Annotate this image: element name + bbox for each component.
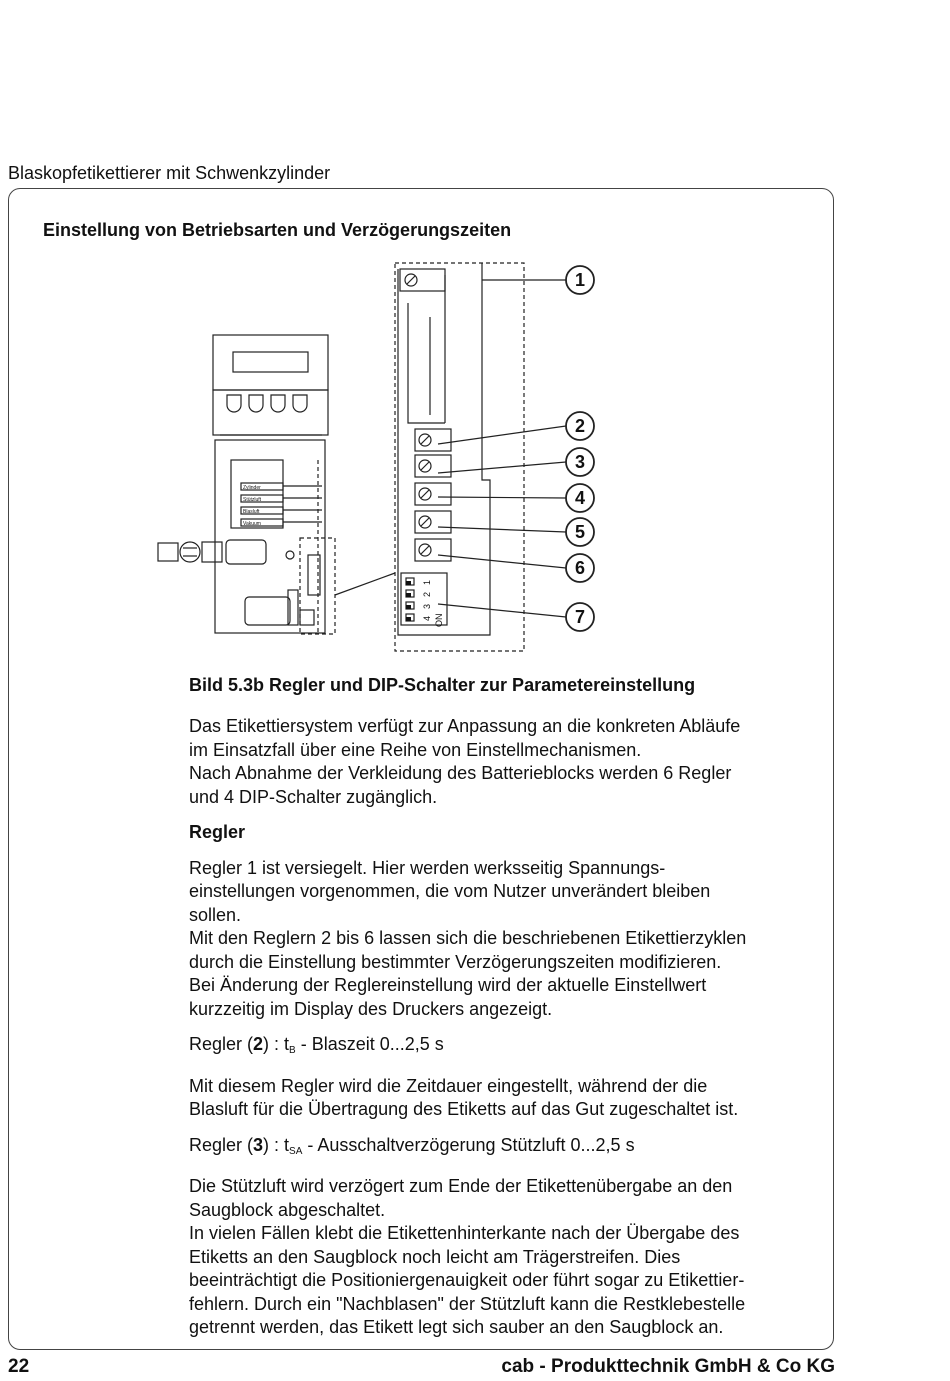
regler-2-heading: Regler (2) : $t_B$ - Blaszeit 0...2,5 s: [189, 1034, 444, 1056]
display-housing: [213, 335, 328, 390]
text-line: Die Stützluft wird verzögert zum Ende der Etikettenübergabe an den: [189, 1176, 733, 1196]
regler-3-box: [415, 455, 451, 477]
text-line: durch die Einstellung bestimmter Verzögerungszeiten modifizieren.: [189, 951, 722, 972]
callout-5: 5: [574, 522, 586, 542]
text-line: fehlern. Durch ein "Nachblasen" der Stützluft kann die Restklebestelle: [189, 1293, 746, 1314]
regler-paragraph: [189, 857, 819, 1022]
regler-2-box: [415, 429, 451, 451]
text-line: sollen.: [189, 904, 242, 925]
regler-heading: Regler: [189, 822, 246, 842]
battery-compartment: [408, 275, 445, 423]
text-line: einstellungen vorgenommen, die vom Nutzer unverändert bleiben: [189, 881, 711, 901]
regler-4-box: [415, 483, 451, 505]
battery-block-body: [398, 263, 490, 635]
dip-number: 3: [422, 603, 432, 609]
text-line: In vielen Fällen klebt die Etikettenhinterkante nach der Übergabe des: [189, 1223, 740, 1243]
dip-number: 1: [422, 579, 432, 585]
callout-1: 1: [574, 270, 586, 290]
regler-2-paragraph: [189, 1075, 819, 1122]
text-line: Mit diesem Regler wird die Zeitdauer eingestellt, während der die: [189, 1075, 708, 1096]
callout-3: 3: [574, 452, 586, 472]
dip-number: 2: [422, 591, 432, 597]
valve-label: Blasluft: [243, 509, 260, 515]
text-line: Etiketts an den Saugblock noch leicht am Trägerstreifen. Dies: [189, 1246, 681, 1267]
key: [271, 395, 285, 412]
text-line: Saugblock abgeschaltet.: [189, 1199, 386, 1220]
key: [249, 395, 263, 412]
text-line: kurzzeitig im Display des Druckers angezeigt.: [189, 998, 553, 1019]
callout-7: 7: [574, 607, 586, 627]
text-line: und 4 DIP-Schalter zugänglich.: [189, 786, 438, 807]
text-line: beeinträchtigt die Positioniergenauigkeit oder führt sogar zu Etikettier-: [189, 1270, 745, 1290]
regler-3-paragraph: [189, 1175, 819, 1340]
valve-label: Vakuum: [243, 521, 261, 527]
display-screen: [233, 352, 308, 372]
callout-4: 4: [574, 488, 586, 508]
valve-label: Zylinder: [243, 485, 261, 491]
page-number: 22: [8, 1356, 30, 1377]
text-line: Regler 1 ist versiegelt. Hier werden werksseitig Spannungs-: [189, 857, 666, 878]
page-header-title: Blaskopfetikettierer mit Schwenkzylinder: [8, 163, 331, 183]
regler-3-heading: Regler (3) : $t_{SA}$ - Ausschaltverzögerung Stützluft 0...2,5 s: [189, 1134, 635, 1157]
key: [293, 395, 307, 412]
figure-caption: Bild 5.3b Regler und DIP-Schalter zur Parametereinstellung: [189, 675, 696, 695]
figure-diagram: [150, 255, 630, 660]
key: [227, 395, 241, 412]
text-line: getrennt werden, das Etikett legt sich sauber an den Saugblock an.: [189, 1317, 724, 1337]
regler-6-box: [415, 539, 451, 561]
text-line: im Einsatzfall über eine Reihe von Einstellmechanismen.: [189, 739, 642, 760]
valve-label: Stützluft: [243, 497, 262, 503]
text-line: Mit den Reglern 2 bis 6 lassen sich die beschriebenen Etikettierzyklen: [189, 928, 747, 948]
body-text: [189, 715, 819, 1352]
callout-2: 2: [574, 416, 586, 436]
intro-paragraph: [189, 715, 819, 809]
connector-fitting: [180, 542, 200, 562]
regler-5-box: [415, 511, 451, 533]
text-line: Nach Abnahme der Verkleidung des Batterieblocks werden 6 Regler: [189, 763, 732, 783]
text-line: Blasluft für die Übertragung des Etiketts auf das Gut zugeschaltet ist.: [189, 1099, 739, 1119]
dip-number: 4: [422, 615, 432, 621]
text-line: Bei Änderung der Reglereinstellung wird der aktuelle Einstellwert: [189, 975, 707, 995]
callout-6: 6: [574, 558, 586, 578]
regler-1-box: [400, 269, 445, 291]
dip-on-label: ON: [434, 613, 444, 627]
footer-company: cab - Produkttechnik GmbH & Co KG: [501, 1356, 835, 1377]
text-line: Das Etikettiersystem verfügt zur Anpassung an die konkreten Abläufe: [189, 716, 741, 736]
section-title: Einstellung von Betriebsarten und Verzögerungszeiten: [43, 220, 512, 240]
